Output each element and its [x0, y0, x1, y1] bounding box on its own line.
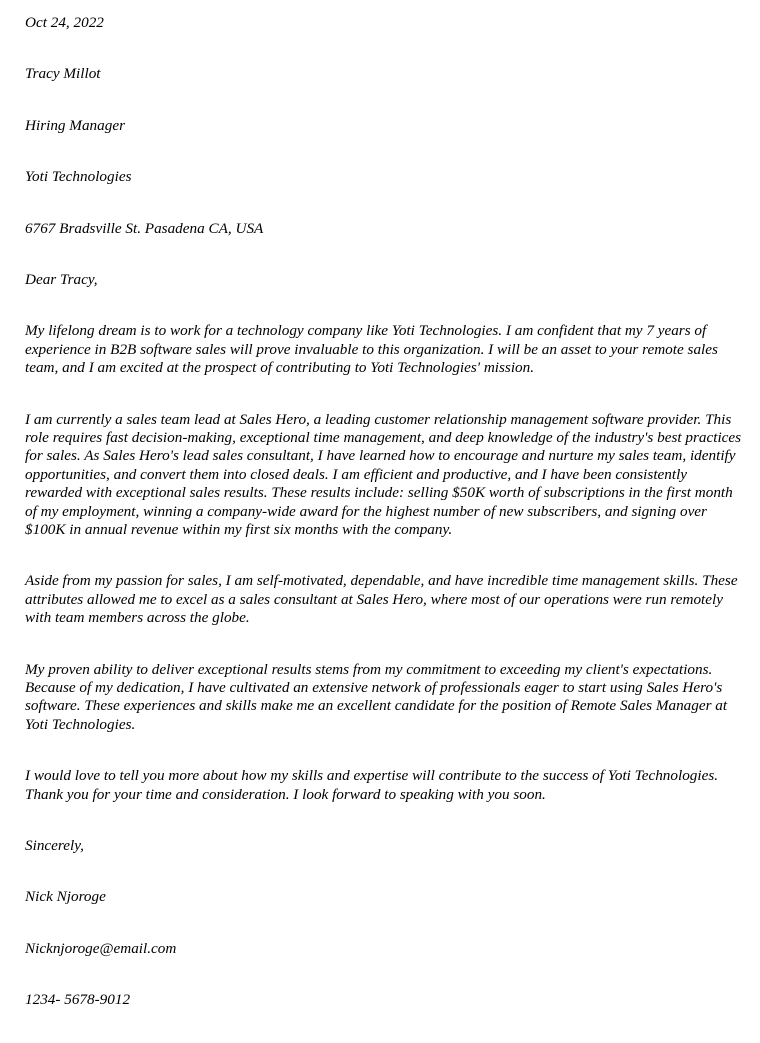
body-paragraph-4: My proven ability to deliver exceptional results stems from my commitment to exceeding my client's expectations. Because of my dedication, I have cultivated an extensive network of professionals eager to start using Sales Hero's software. These experiences and skills make me an excellent candidate for the position of Remote Sales Manager at Yoti Technologies. — [25, 660, 728, 733]
company-name: Yoti Technologies — [25, 168, 132, 186]
closing: Sincerely, — [25, 837, 84, 855]
recipient-name: Tracy Millot — [25, 65, 101, 83]
letter-date: Oct 24, 2022 — [25, 14, 104, 31]
company-address: 6767 Bradsville St. Pasadena CA, USA — [25, 219, 264, 237]
sender-phone: 1234- 5678-9012 — [25, 991, 131, 1009]
cover-letter — [25, 14, 747, 1010]
recipient-title: Hiring Manager — [25, 116, 125, 134]
body-paragraph-2: I am currently a sales team lead at Sales Hero, a leading customer relationship management software provider. This role requires fast decision-making, exceptional time management, and deep knowledge of the industry's best practices for sales. As Sales Hero's lead sales consultant, I have learned how to encourage and nurture my sales team, identify opportunities, and convert them into closed deals. I am efficient and productive, and I have been consistently rewarded with exceptional sales results. These results include: selling $50K worth of subscriptions in the first month of my employment, winning a company-wide award for the highest number of new subscribers, and signing over $100K in annual revenue within my first six months with the company. — [25, 410, 742, 538]
salutation: Dear Tracy, — [25, 270, 98, 288]
body-paragraph-5: I would love to tell you more about how my skills and expertise will contribute to the success of Yoti Technologies. Thank you for your time and consideration. I look forward to speaking with you soon. — [25, 767, 719, 803]
body-paragraph-1: My lifelong dream is to work for a technology company like Yoti Technologies. I am confident that my 7 years of experience in B2B software sales will prove invaluable to this organization. I will be an asset to your remote sales team, and I am excited at the prospect of contributing to Yoti Technologies' mission. — [25, 322, 718, 377]
sender-name: Nick Njoroge — [25, 888, 106, 906]
sender-email: Nicknjoroge@email.com — [25, 939, 177, 957]
body-paragraph-3: Aside from my passion for sales, I am self-motivated, dependable, and have incredible time management skills. These attributes allowed me to excel as a sales consultant at Sales Hero, where most of our operations were run remotely with team members across the globe. — [25, 572, 738, 627]
